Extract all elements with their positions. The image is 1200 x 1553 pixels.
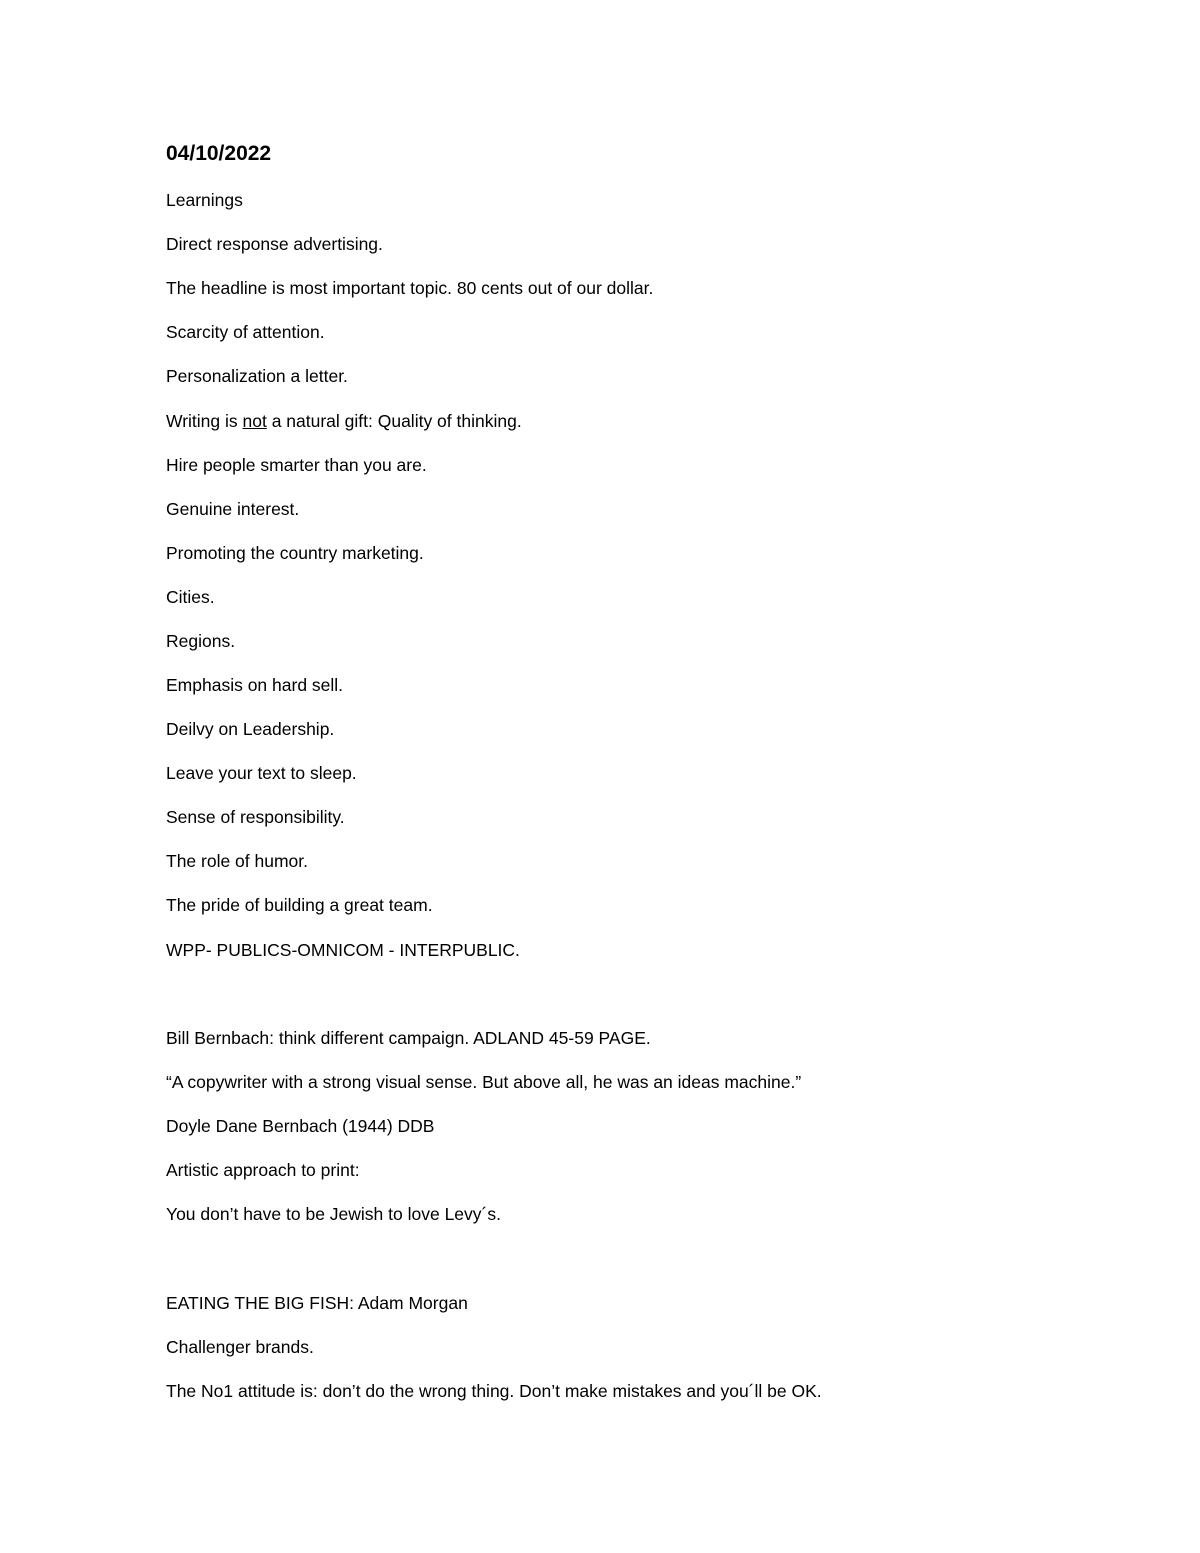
- text-line-no1-attitude: The No1 attitude is: don’t do the wrong thing. Don’t make mistakes and you´ll be OK.: [166, 1381, 822, 1401]
- text-line-headline: The headline is most important topic. 80 cents out of our dollar.: [166, 278, 654, 298]
- text-line-leadership: Deilvy on Leadership.: [166, 719, 335, 739]
- text-line-humor: The role of humor.: [166, 851, 309, 871]
- text-line-personalization: Personalization a letter.: [166, 366, 348, 386]
- writing-line-after: a natural gift: Quality of thinking.: [266, 411, 522, 431]
- text-line-learnings: Learnings: [166, 190, 243, 210]
- text-line-bernbach: Bill Bernbach: think different campaign. ADLAND 45-59 PAGE.: [166, 1028, 651, 1048]
- text-line-challenger: Challenger brands.: [166, 1337, 314, 1357]
- text-line-leave-text: Leave your text to sleep.: [166, 763, 357, 783]
- text-line-hard-sell: Emphasis on hard sell.: [166, 675, 344, 695]
- text-line-hire-people: Hire people smarter than you are.: [166, 455, 427, 475]
- text-line-big-fish: EATING THE BIG FISH: Adam Morgan: [166, 1293, 468, 1313]
- text-line-responsibility: Sense of responsibility.: [166, 807, 345, 827]
- text-line-regions: Regions.: [166, 631, 236, 651]
- text-line-agencies: WPP- PUBLICS-OMNICOM - INTERPUBLIC.: [166, 940, 520, 960]
- text-line-genuine-interest: Genuine interest.: [166, 499, 300, 519]
- text-line-great-team: The pride of building a great team.: [166, 895, 433, 915]
- text-line-levys: You don’t have to be Jewish to love Levy´s.: [166, 1204, 501, 1224]
- text-line-direct-response: Direct response advertising.: [166, 234, 383, 254]
- text-line-writing: [166, 409, 522, 433]
- document-date-heading: 04/10/2022: [166, 142, 272, 165]
- text-line-artistic: Artistic approach to print:: [166, 1160, 360, 1180]
- text-line-scarcity: Scarcity of attention.: [166, 322, 325, 342]
- writing-line-before: Writing is: [166, 411, 243, 431]
- text-line-promoting: Promoting the country marketing.: [166, 543, 424, 563]
- writing-line-underlined: not: [242, 411, 267, 431]
- text-line-copywriter-quote: “A copywriter with a strong visual sense. But above all, he was an ideas machine.”: [166, 1072, 802, 1092]
- text-line-ddb: Doyle Dane Bernbach (1944) DDB: [166, 1116, 435, 1136]
- text-line-cities: Cities.: [166, 587, 215, 607]
